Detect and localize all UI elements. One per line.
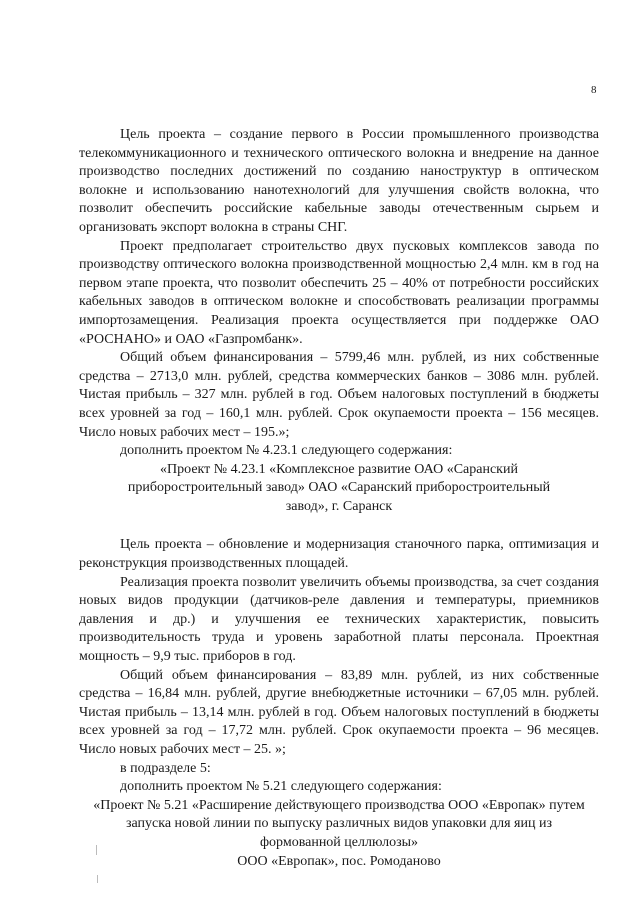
page-number: 8 bbox=[591, 84, 597, 96]
paragraph-project-description-saransk: Реализация проекта позволит увеличить объемы производства, за счет создания новых видов продукции (датчиков-реле давления и температуры, приемников давления и др.) и улучшения ее технических характеристик, повысить производительность труда и уровень заработной платы персонала. Проектная мощность – 9,9 тыс. приборов в год. bbox=[79, 574, 599, 665]
scan-artifact bbox=[96, 845, 97, 855]
project-heading-5-21: «Проект № 5.21 «Расширение действующего производства ООО «Европак» путем запуска новой линии по выпуску различных видов упаковки для яиц из формованной целлюлозы» bbox=[93, 797, 585, 850]
paragraph-project-goal-fiber: Цель проекта – создание первого в России промышленного производства телекоммуникационного и технического оптического волокна и внедрение на данное производство последних достижений по созданию наноструктур в оптическом волокне и использованию нанотехнологий для улучшения свойств волокна, что позволит обеспечить российские кабельные заводы отечественным сырьем и организовать экспорт волокна в страны СНГ. bbox=[79, 127, 599, 235]
document-body bbox=[79, 126, 599, 871]
paragraph-project-description-fiber: Проект предполагает строительство двух пусковых комплексов завода по производству оптического волокна производственной мощностью 2,4 млн. км в год на первом этапе проекта, что позволит обеспечить 25 – 40% от потребности российских кабельных заводов в оптическом волокне и способствовать реализации программы импортозамещения. Реализация проекта осуществляется при поддержке ОАО «РОСНАНО» и ОАО «Газпромбанк». bbox=[79, 238, 599, 347]
paragraph-amendment-5-21: дополнить проектом № 5.21 следующего содержания: bbox=[120, 779, 442, 795]
project-location-5-21: ООО «Европак», пос. Ромоданово bbox=[237, 853, 441, 869]
scan-artifact bbox=[97, 875, 98, 883]
paragraph-subsection-5: в подразделе 5: bbox=[120, 760, 211, 776]
paragraph-project-goal-saransk: Цель проекта – обновление и модернизация станочного парка, оптимизация и реконструкция производственных площадей. bbox=[79, 537, 599, 572]
project-heading-4-23-1: «Проект № 4.23.1 «Комплексное развитие ОАО «Саранский приборостроительный завод» ОАО «Саранский приборостроительный завод», г. Саранск bbox=[127, 461, 551, 514]
paragraph-financing-fiber: Общий объем финансирования – 5799,46 млн. рублей, из них собственные средства – 2713,0 млн. рублей, средства коммерческих банков – 3086 млн. рублей. Чистая прибыль – 327 млн. рублей в год. Объем налоговых поступлений в бюджеты всех уровней за год – 160,1 млн. рублей. Срок окупаемости проекта – 156 месяцев. Число новых рабочих мест – 195.»; bbox=[79, 350, 599, 440]
spacer bbox=[79, 516, 599, 536]
paragraph-financing-saransk: Общий объем финансирования – 83,89 млн. рублей, из них собственные средства – 16,84 млн. рублей, другие внебюджетные источники – 67,05 млн. рублей. Чистая прибыль – 13,14 млн. рублей в год. Объем налоговых поступлений в бюджеты всех уровней за год – 17,72 млн. рублей. Срок окупаемости проекта – 96 месяцев. Число новых рабочих мест – 25. »; bbox=[79, 667, 599, 757]
paragraph-amendment-4-23-1: дополнить проектом № 4.23.1 следующего содержания: bbox=[120, 443, 453, 459]
